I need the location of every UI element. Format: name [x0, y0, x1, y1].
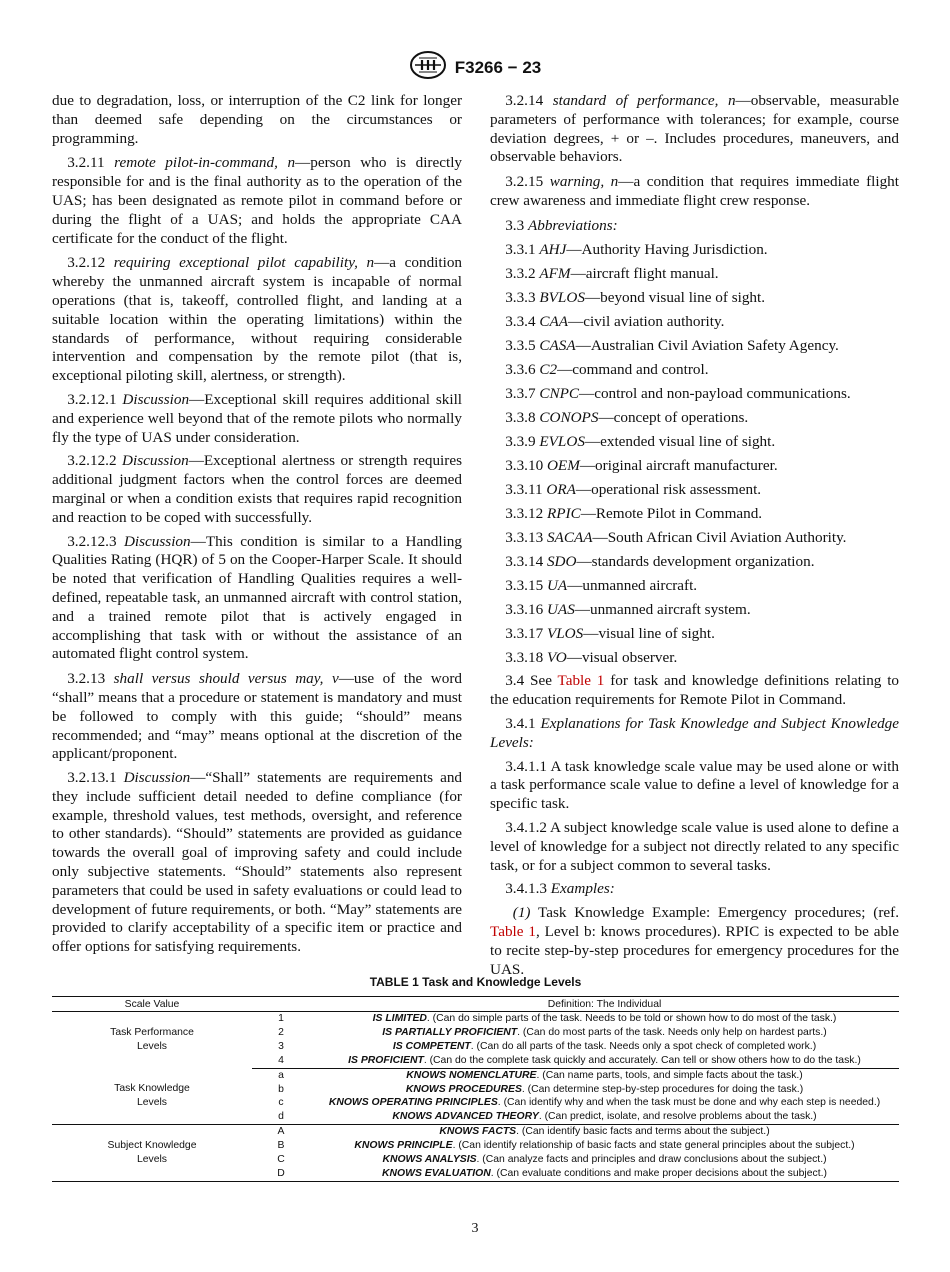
- abbreviation-item: 3.3.6 C2—command and control.: [505, 360, 709, 378]
- abbreviation-item: 3.3.7 CNPC—control and non-payload communications.: [505, 384, 851, 402]
- table-row: 3 IS COMPETENT. (Can do all parts of the task. Needs only a spot check of completed work.): [278, 1040, 817, 1052]
- table-1-link[interactable]: Table 1: [490, 923, 536, 941]
- section-3-4-1: 3.4.1 Explanations for Task Knowledge and Subject Knowledge Levels:: [490, 715, 899, 751]
- section-3-4-1-3: 3.4.1.3 Examples:: [505, 880, 615, 898]
- paragraph-continued: due to degradation, loss, or interruption of the C2 link for longer than deemed safe depending on the circumstances or programming.: [52, 92, 462, 147]
- column-header-scale-value: Scale Value: [52, 997, 252, 1012]
- document-id: F3266 − 23: [454, 57, 542, 77]
- section-3-4-1-2: 3.4.1.2 A subject knowledge scale value is used alone to define a level of knowledge for a subject not directly related to any specific task, or for a subject common to several tasks.: [490, 819, 899, 874]
- abbreviation-item: 3.3.1 AHJ—Authority Having Jurisdiction.: [505, 240, 768, 258]
- table-row: b KNOWS PROCEDURES. (Can determine step-by-step procedures for doing the task.): [278, 1083, 804, 1095]
- table-1: [52, 975, 899, 1182]
- abbreviation-item: 3.3.18 VO—visual observer.: [505, 648, 678, 666]
- abbreviation-item: 3.3.11 ORA—operational risk assessment.: [505, 480, 762, 498]
- table-title: TABLE 1 Task and Knowledge Levels: [369, 975, 582, 989]
- abbreviation-item: 3.3.15 UA—unmanned aircraft.: [505, 576, 698, 594]
- table-row: 2 IS PARTIALLY PROFICIENT. (Can do most parts of the task. Needs only help on hardest parts.): [278, 1026, 827, 1038]
- section-3-2-12-2: 3.2.12.2 Discussion—Exceptional alertness or strength requires additional judgment factors when the control forces are deemed marginal or when a condition exists that requires rapid recognition and reaction to be coped with successfully.: [52, 452, 462, 526]
- group-label: Task Performance Levels: [110, 1027, 194, 1053]
- abbreviation-item: 3.3.3 BVLOS—beyond visual line of sight.: [505, 288, 766, 306]
- abbreviation-item: 3.3.16 UAS—unmanned aircraft system.: [505, 600, 751, 618]
- astm-logo-icon: [409, 50, 447, 85]
- page-header: [0, 50, 950, 85]
- abbreviation-item: 3.3.12 RPIC—Remote Pilot in Command.: [505, 504, 763, 522]
- right-column: [490, 92, 899, 984]
- table-row: d KNOWS ADVANCED THEORY. (Can predict, isolate, and resolve problems about the task.): [52, 1110, 899, 1124]
- abbreviation-item: 3.3.8 CONOPS—concept of operations.: [505, 408, 749, 426]
- section-3-2-12-1: 3.2.12.1 Discussion—Exceptional skill requires additional skill and experience well beyond that of the remote pilots who normally fly the type of UAS under consideration.: [52, 390, 463, 446]
- table-row: Subject Knowledge Levels A KNOWS FACTS. (Can identify basic facts and terms about the subject.): [52, 1125, 899, 1139]
- section-3-2-12: 3.2.12 requiring exceptional pilot capability, n—a condition whereby the unmanned aircraft system is incapable of normal operations (that is, takeoff, controlled flight, and landing at a suitable location within the operating limitations) within the standards of performance, without requiring considerable intervention and compensation by the remote pilot (that is, exceptional piloting skill, alertness, or strength).: [52, 254, 463, 385]
- table-row: Task Knowledge Levels a KNOWS NOMENCLATURE. (Can name parts, tools, and simple facts about the task.): [52, 1068, 899, 1082]
- section-3-2-11: 3.2.11 remote pilot-in-command, n—person who is directly responsible for and is the final authority as to the operation of the UAS; has been designated as remote pilot in command before or during the flight of a UAS; and holds the appropriate CAA certificate for the conduct of the flight.: [52, 154, 463, 247]
- abbreviation-item: 3.3.14 SDO—standards development organization.: [505, 552, 815, 570]
- section-3-3: 3.3 Abbreviations:: [505, 216, 618, 234]
- table-row: C KNOWS ANALYSIS. (Can analyze facts and principles and draw conclusions about the subject.): [277, 1154, 827, 1166]
- table-row: B KNOWS PRINCIPLE. (Can identify relationship of basic facts and state general principles about the subject.): [277, 1140, 855, 1152]
- example-1: (1) Task Knowledge Example: Emergency procedures; (ref. Table 1, Level b: knows procedures). RPIC is expected to be able to recite step-by-step procedures for emergency procedures for the UAS.: [490, 904, 899, 978]
- table-row: 4 IS PROFICIENT. (Can do the complete task quickly and accurately. Can tell or show others how to do the task.): [52, 1054, 899, 1068]
- abbreviation-item: 3.3.2 AFM—aircraft flight manual.: [505, 264, 719, 282]
- abbreviation-item: 3.3.4 CAA—civil aviation authority.: [505, 312, 725, 330]
- abbreviation-item: 3.3.17 VLOS—visual line of sight.: [505, 624, 715, 642]
- table-1-link[interactable]: Table 1: [557, 672, 605, 690]
- column-header-definition: Definition: The Individual: [310, 997, 899, 1012]
- abbreviation-item: 3.3.13 SACAA—South African Civil Aviation Authority.: [505, 528, 847, 546]
- section-3-2-15: 3.2.15 warning, n—a condition that requires immediate flight crew awareness and immediate flight crew response.: [490, 173, 899, 209]
- table-row: c KNOWS OPERATING PRINCIPLES. (Can identify why and when the task must be done and why each step is needed.): [278, 1097, 881, 1109]
- section-3-4-1-1: 3.4.1.1 A task knowledge scale value may be used alone or with a task performance scale value to define a level of knowledge for a specific task.: [490, 757, 899, 813]
- section-3-2-14: 3.2.14 standard of performance, n—observable, measurable parameters of performance with tolerances; for example, course deviation degrees, + or –. Includes procedures, maneuvers, and observable behaviors.: [490, 92, 899, 166]
- page-number: 3: [471, 1221, 479, 1236]
- group-label: Task Knowledge Levels: [52, 1068, 252, 1125]
- abbreviation-list: [490, 241, 899, 668]
- section-3-2-13-1: 3.2.13.1 Discussion—“Shall” statements are requirements and they include sufficient detail needed to define compliance (for example, threshold values, test methods, oversight, and reference to other standards). “Should” statements are provided as guidance towards the overall goal of improving safety and could include only subjective statements. “Should” statements also represent parameters that could be used in safety evaluations or could lead to development of future requirements, or both. “May” statements are provided to clarify acceptability of a specific item or practice and offer options for satisfying requirements.: [52, 769, 463, 956]
- section-3-4: 3.4 See Table 1 for task and knowledge definitions relating to the education requirements for Remote Pilot in Command.: [490, 672, 900, 709]
- table-row: Task Performance Levels 1 IS LIMITED. (Can do simple parts of the task. Needs to be told or shown how to do most of the task.): [52, 1012, 899, 1026]
- abbreviation-item: 3.3.5 CASA—Australian Civil Aviation Safety Agency.: [505, 336, 839, 354]
- section-3-2-13: 3.2.13 shall versus should versus may, v—use of the word “shall” means that a procedure or statement is mandatory and must be followed to comply with this guide; “should” means recommended; and “may” means optional at the discretion of the applicant/proponent.: [52, 670, 462, 763]
- left-column: [52, 92, 462, 962]
- table-row: D KNOWS EVALUATION. (Can evaluate conditions and make proper decisions about the subject.): [52, 1167, 899, 1181]
- task-knowledge-table: [52, 996, 899, 1182]
- abbreviation-item: 3.3.10 OEM—original aircraft manufacturer.: [505, 456, 778, 474]
- section-3-2-12-3: 3.2.12.3 Discussion—This condition is similar to a Handling Qualities Rating (HQR) of 5 on the Cooper-Harper Scale. It should be noted that verification of Handling Qualities requires a well-defined, repeatable task, an unmanned aircraft with control station, and a trained remote pilot that is actively engaged in accomplishing that task with or without the assistance of an automated flight control system.: [52, 532, 462, 663]
- abbreviation-item: 3.3.9 EVLOS—extended visual line of sight.: [505, 432, 776, 450]
- group-label: Subject Knowledge Levels: [52, 1125, 252, 1182]
